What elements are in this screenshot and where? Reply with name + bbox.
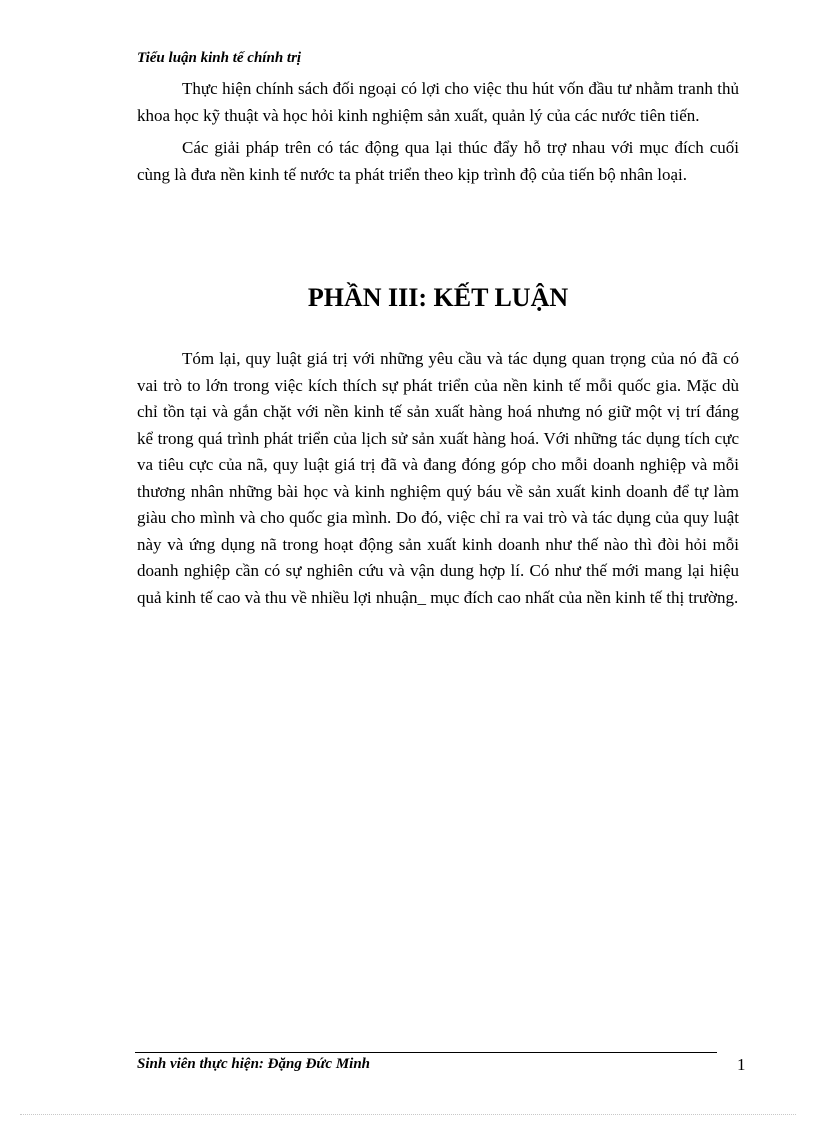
paragraph: Tóm lại, quy luật giá trị với những yêu cầu và tác dụng quan trọng của nó đã có vai trò to lớn trong việc kích thích sự phát triển của nền kinh tế mỗi quốc gia. Mặc dù chỉ tồn tại và gắn chặt với nền kinh tế sản xuất hàng hoá nhưng nó giữ một vị trí đáng kể trong quá trình phát triển của lịch sử sản xuất hàng hoá. Với những tác dụng tích cực va tiêu cực của nã, quy luật giá trị đã và đang đóng góp cho mỗi doanh nghiệp và mỗi thương nhân những bài học và kinh nghiệm quý báu về sản xuất kinh doanh để tự làm giàu cho mình và cho quốc gia mình. Do đó, việc chỉ ra vai trò và tác dụng của quy luật này và ứng dụng nã trong hoạt động sản xuất kinh doanh như thế nào thì đòi hỏi mỗi doanh nghiệp cần có sự nghiên cứu và vận dung hợp lí. Có như thế mới mang lại hiệu quả kinh tế cao và thu về nhiều lợi nhuận_ mục đích cao nhất của nền kinh tế thị trường. [137,349,739,607]
paragraph: Thực hiện chính sách đối ngoại có lợi cho việc thu hút vốn đầu tư nhằm tranh thủ khoa học kỹ thuật và học hỏi kinh nghiệm sản xuất, quản lý của các nước tiên tiến. [137,79,739,125]
intro-text [137,76,739,188]
footer-divider [135,1052,717,1053]
conclusion-text [137,346,739,611]
page-bottom-dotted-line [20,1114,796,1115]
footer-author: Sinh viên thực hiện: Đặng Đức Minh [137,1056,371,1072]
section-heading: PHẦN III: KẾT LUẬN [307,283,569,312]
page-number: 1 [737,1055,746,1074]
running-header: Tiểu luận kinh tế chính trị [137,50,302,66]
paragraph: Các giải pháp trên có tác động qua lại thúc đẩy hỗ trợ nhau với mục đích cuối cùng là đưa nền kinh tế nước ta phát triển theo kịp trình độ của tiến bộ nhân loại. [137,138,739,184]
